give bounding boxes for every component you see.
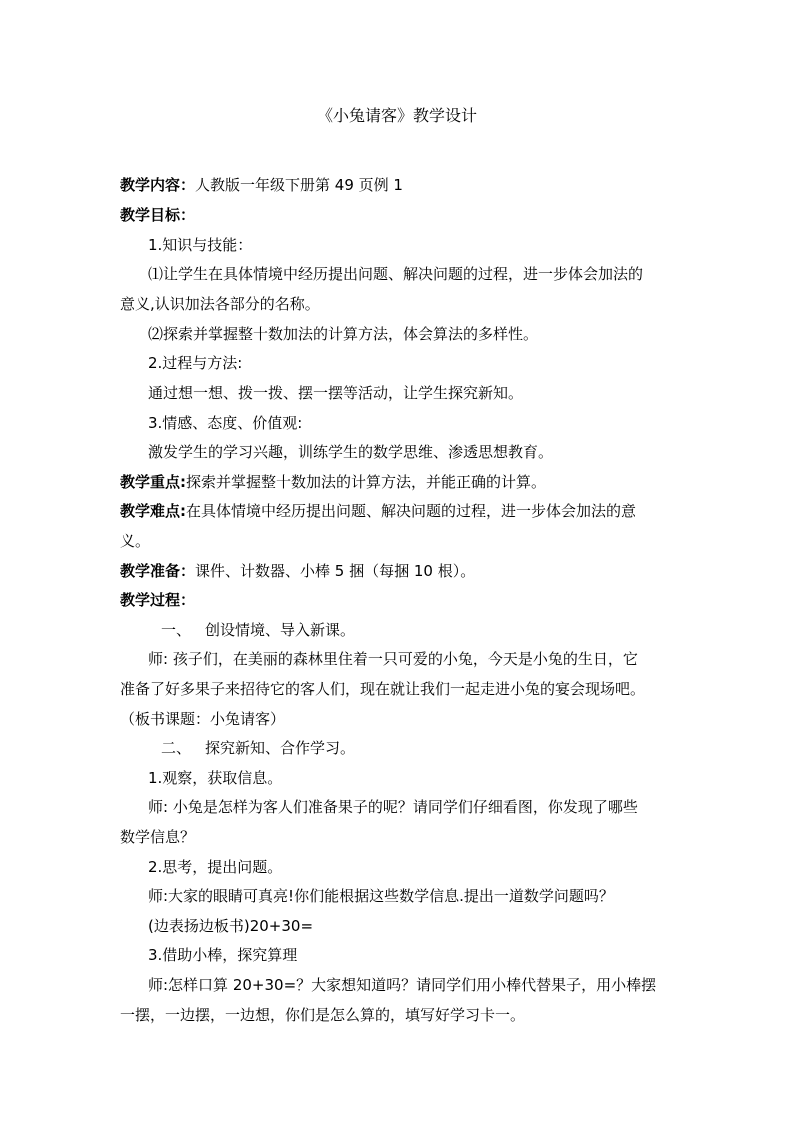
goal2-text: 通过想一想、拨一拨、摆一摆等活动，让学生探究新知。 (148, 384, 524, 402)
goal1-item1-line2: 意义,认识加法各部分的名称。 (120, 295, 320, 313)
paragraph1-line2: 准备了好多果子来招待它的客人们，现在就让我们一起走进小兔的宴会现场吧。 (120, 680, 646, 698)
goal3-text: 激发学生的学习兴趣，训练学生的数学思维、渗透思想教育。 (148, 443, 554, 461)
paragraph3: 师:大家的眼睛可真亮!你们能根据这些数学信息.提出一道数学问题吗？ (148, 887, 614, 905)
goal2-heading: 2.过程与方法: (148, 354, 243, 372)
process-label: 教学过程： (120, 591, 196, 609)
section1-heading (161, 619, 355, 641)
paragraph1-line1: 师: 孩子们，在美丽的森林里住着一只可爱的小兔，今天是小兔的生日，它 (148, 650, 638, 668)
section2-number: 二、 (161, 739, 192, 757)
goal1-heading: 1.知识与技能： (148, 236, 253, 254)
key-point-label: 教学重点: (120, 473, 186, 491)
paragraph5-line2: 一摆，一边摆，一边想，你们是怎么算的，填写好学习卡一。 (120, 1006, 526, 1024)
teaching-content-value: 人教版一年级下册第 49 页例 1 (195, 176, 403, 194)
section1-number: 一、 (161, 621, 192, 639)
step3: 3.借助小棒，探究算理 (148, 946, 298, 964)
paragraph1-line3: （板书课题：小兔请客） (120, 710, 286, 728)
difficulty-line1 (120, 500, 636, 522)
preparation-line (120, 560, 475, 582)
section2-heading (161, 737, 355, 759)
paragraph5-line1: 师:怎样口算 20+30=？大家想知道吗？请同学们用小棒代替果子，用小棒摆 (148, 976, 657, 994)
paragraph2-line1: 师: 小兔是怎样为客人们准备果子的呢？请同学们仔细看图，你发现了哪些 (148, 798, 638, 816)
section1-title: 创设情境、导入新课。 (205, 621, 356, 639)
section2-title: 探究新知、合作学习。 (205, 739, 356, 757)
goal1-item2: ⑵探索并掌握整十数加法的计算方法，体会算法的多样性。 (148, 325, 539, 343)
teaching-content-label: 教学内容： (120, 176, 196, 194)
preparation-label: 教学准备： (120, 562, 196, 580)
goal1-item1-line1: ⑴让学生在具体情境中经历提出问题、解决问题的过程，进一步体会加法的 (148, 265, 644, 283)
key-point-value: 探索并掌握整十数加法的计算方法，并能正确的计算。 (186, 473, 547, 491)
paragraph2-line2: 数学信息？ (120, 828, 196, 846)
step2: 2.思考，提出问题。 (148, 858, 283, 876)
key-point-line (120, 471, 546, 493)
teaching-goals-label: 教学目标： (120, 206, 196, 224)
difficulty-label: 教学难点: (120, 502, 186, 520)
goal3-heading: 3.情感、态度、价值观: (148, 414, 303, 432)
preparation-value: 课件、计数器、小棒 5 捆（每捆 10 根）。 (195, 562, 476, 580)
difficulty-value-line1: 在具体情境中经历提出问题、解决问题的过程，进一步体会加法的意 (186, 502, 637, 520)
step1: 1.观察，获取信息。 (148, 769, 283, 787)
teaching-content-line (120, 174, 403, 196)
difficulty-line2: 义。 (120, 532, 151, 550)
document-title: 《小兔请客》教学设计 (316, 106, 477, 125)
paragraph4: (边表扬边板书)20+30= (148, 917, 314, 935)
